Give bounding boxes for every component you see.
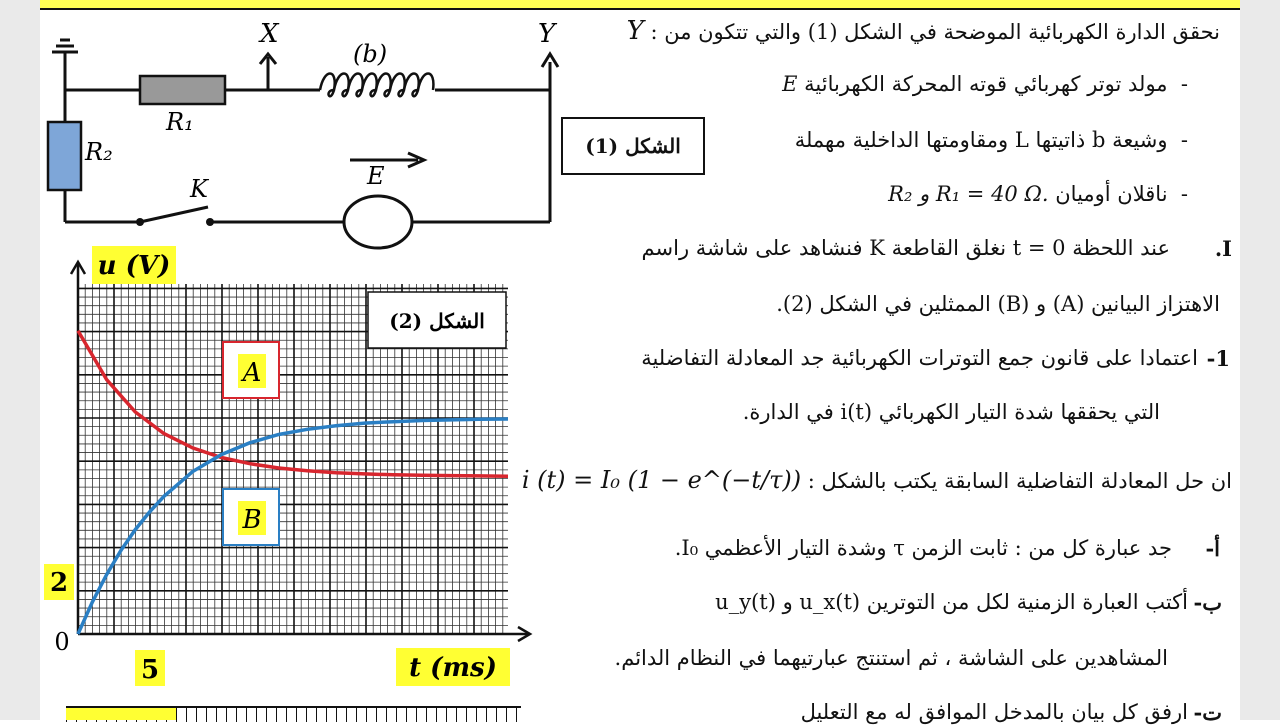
resistor-r2 [48,122,81,190]
y-tick-label: 2 [49,568,69,598]
part-i-line2: الاهتزاز البيانين (A) و (B) الممثلين في الشكل (2). [776,292,1220,316]
figure1-label: الشكل (1) [561,117,705,175]
qb-line1: أكتب العبارة الزمنية لكل من التوترين u_x(t) و u_y(t) [715,590,1188,614]
switch-contact-right [206,218,214,226]
solution-line: ان حل المعادلة التفاضلية السابقة يكتب بالشكل : i (t) = I₀ (1 − e^(−t/τ)) [521,466,1232,494]
origin-label: 0 [54,628,70,656]
part-i-line1: عند اللحظة t = 0 نغلق القاطعة K فنشاهد على شاشة راسم [641,236,1170,260]
qc-marker: ت- [1193,700,1222,725]
resistor-r1 [140,76,225,104]
label-r2: R₂ [85,138,113,166]
qc-text: ارفق كل بيان بالمدخل الموافق له مع التعليل [800,700,1188,724]
label-r1: R₁ [166,108,194,136]
label-e: E [367,162,385,190]
item3: - ناقلان أوميان R₂ و R₁ = 40 Ω. [888,182,1188,206]
q1-line2: التي يحققها شدة التيار الكهربائي i(t) في الدارة. [742,400,1160,424]
circuit-diagram [40,12,560,262]
q1-line1: اعتمادا على قانون جمع التوترات الكهربائية جد المعادلة التفاضلية [641,346,1198,370]
next-figure-yellow [66,708,176,720]
series-A-label: A [242,358,262,388]
label-y: Y [538,19,556,49]
header-strip [40,0,1240,10]
item1: - مولد توتر كهربائي قوته المحركة الكهربائية E [782,72,1188,96]
switch-contact-left [136,218,144,226]
qa-text: جد عبارة كل من : ثابت الزمن τ وشدة التيار الأعظمي I₀. [674,536,1172,560]
part-i-marker: I. [1214,236,1232,261]
left-border [0,0,40,720]
label-x: X [260,19,279,49]
qb-marker: ب- [1193,590,1222,615]
label-k: K [190,175,208,203]
y-axis-label: u (V) [97,251,171,281]
item2: - وشيعة b ذاتيتها L ومقاومتها الداخلية مهملة [794,128,1188,152]
solution-formula: i (t) = I₀ (1 − e^(−t/τ)) [521,466,802,494]
intro-line: نحقق الدارة الكهربائية الموضحة في الشكل (1) والتي تتكون من : Y [626,16,1220,46]
chart-figure2 [40,236,540,696]
series-B-label: B [242,505,262,535]
qa-marker: أ- [1205,536,1220,561]
label-b: (b) [353,40,388,68]
x-tick-label: 5 [140,655,160,685]
figure2-label: الشكل (2) [389,309,485,333]
q1-marker: 1- [1206,346,1230,371]
coil-b [320,74,433,97]
x-axis-label: t (ms) [409,653,497,683]
right-border [1240,0,1280,720]
qb-line2: المشاهدين على الشاشة ، ثم استنتج عبارتيهما في النظام الدائم. [614,646,1168,670]
